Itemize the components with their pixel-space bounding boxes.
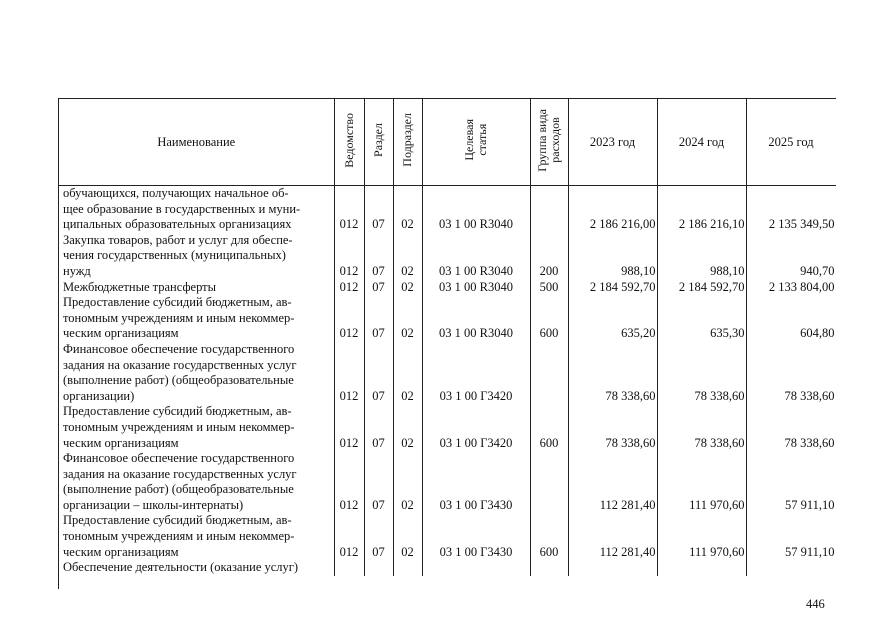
row-name: Финансовое обеспечение государственного задания на оказание государственных услуг (выполнение работ) (общеобразовательные организации) [59,342,334,404]
target-article: 03 1 00 Г3430 [422,451,530,513]
amount-2024: 988,10 [657,233,746,280]
target-article: 03 1 00 R3040 [422,186,530,233]
amount-2025: 2 135 349,50 [746,186,836,233]
section-code: 07 [364,186,393,233]
amount-2025 [746,560,836,576]
dept-code: 012 [334,451,364,513]
expense-group [530,451,568,513]
dept-code: 012 [334,233,364,280]
dept-code [334,560,364,576]
budget-table-frame [58,98,836,589]
amount-2024: 2 186 216,10 [657,186,746,233]
table-row [59,451,836,513]
row-name: Предоставление субсидий бюджетным, ав- тономным учреждениям и иным некоммер- ческим организациям [59,513,334,560]
section-code: 07 [364,513,393,560]
header-exp-group: Группа вида расходов [530,99,568,186]
dept-code: 012 [334,280,364,296]
dept-code: 012 [334,342,364,404]
subsection-code: 02 [393,186,422,233]
amount-2025: 57 911,10 [746,513,836,560]
target-article [422,560,530,576]
section-code: 07 [364,451,393,513]
table-row [59,560,836,576]
section-code [364,560,393,576]
amount-2023: 2 184 592,70 [568,280,657,296]
section-code: 07 [364,342,393,404]
subsection-code: 02 [393,342,422,404]
expense-group [530,560,568,576]
subsection-code: 02 [393,451,422,513]
amount-2023: 635,20 [568,295,657,342]
header-subsection: Подраздел [393,99,422,186]
target-article: 03 1 00 Г3420 [422,342,530,404]
budget-table [59,99,836,576]
row-name: Закупка товаров, работ и услуг для обеспе- чения государственных (муниципальных) нужд [59,233,334,280]
subsection-code: 02 [393,404,422,451]
dept-code: 012 [334,404,364,451]
amount-2023: 78 338,60 [568,342,657,404]
target-article: 03 1 00 R3040 [422,295,530,342]
row-name: Обеспечение деятельности (оказание услуг) [59,560,334,576]
table-row [59,513,836,560]
target-article: 03 1 00 Г3420 [422,404,530,451]
amount-2024: 111 970,60 [657,451,746,513]
expense-group: 600 [530,404,568,451]
table-row [59,295,836,342]
section-code: 07 [364,280,393,296]
row-name: Предоставление субсидий бюджетным, ав- тономным учреждениям и иным некоммер- ческим организациям [59,295,334,342]
amount-2023: 112 281,40 [568,513,657,560]
dept-code: 012 [334,513,364,560]
amount-2025: 78 338,60 [746,342,836,404]
expense-group: 600 [530,295,568,342]
target-article: 03 1 00 Г3430 [422,513,530,560]
table-row [59,404,836,451]
amount-2025: 78 338,60 [746,404,836,451]
row-name: Финансовое обеспечение государственного задания на оказание государственных услуг (выполнение работ) (общеобразовательные организации – школы-интернаты) [59,451,334,513]
table-row [59,280,836,296]
table-header-row [59,99,836,186]
amount-2024: 111 970,60 [657,513,746,560]
amount-2023 [568,560,657,576]
target-article: 03 1 00 R3040 [422,280,530,296]
subsection-code: 02 [393,513,422,560]
amount-2024 [657,560,746,576]
dept-code: 012 [334,295,364,342]
table-row [59,342,836,404]
amount-2024: 78 338,60 [657,404,746,451]
row-name: Предоставление субсидий бюджетным, ав- тономным учреждениям и иным некоммер- ческим организациям [59,404,334,451]
amount-2025: 604,80 [746,295,836,342]
header-2025: 2025 год [746,99,836,186]
table-row [59,186,836,233]
table-row [59,233,836,280]
section-code: 07 [364,404,393,451]
header-name: Наименование [59,99,334,186]
section-code: 07 [364,233,393,280]
amount-2024: 635,30 [657,295,746,342]
subsection-code: 02 [393,233,422,280]
header-target: Целевая статья [422,99,530,186]
amount-2023: 112 281,40 [568,451,657,513]
header-section: Раздел [364,99,393,186]
amount-2025: 2 133 804,00 [746,280,836,296]
amount-2025: 57 911,10 [746,451,836,513]
section-code: 07 [364,295,393,342]
amount-2023: 2 186 216,00 [568,186,657,233]
amount-2025: 940,70 [746,233,836,280]
expense-group: 200 [530,233,568,280]
expense-group: 500 [530,280,568,296]
subsection-code: 02 [393,280,422,296]
target-article: 03 1 00 R3040 [422,233,530,280]
expense-group [530,342,568,404]
subsection-code [393,560,422,576]
amount-2023: 988,10 [568,233,657,280]
dept-code: 012 [334,186,364,233]
header-2024: 2024 год [657,99,746,186]
amount-2024: 2 184 592,70 [657,280,746,296]
header-2023: 2023 год [568,99,657,186]
expense-group [530,186,568,233]
amount-2023: 78 338,60 [568,404,657,451]
page-number: 446 [806,597,825,611]
subsection-code: 02 [393,295,422,342]
header-dept: Ведомство [334,99,364,186]
expense-group: 600 [530,513,568,560]
amount-2024: 78 338,60 [657,342,746,404]
row-name: обучающихся, получающих начальное об- щее образование в государственных и муни- ципальных образовательных организациях [59,186,334,233]
row-name: Межбюджетные трансферты [59,280,334,296]
